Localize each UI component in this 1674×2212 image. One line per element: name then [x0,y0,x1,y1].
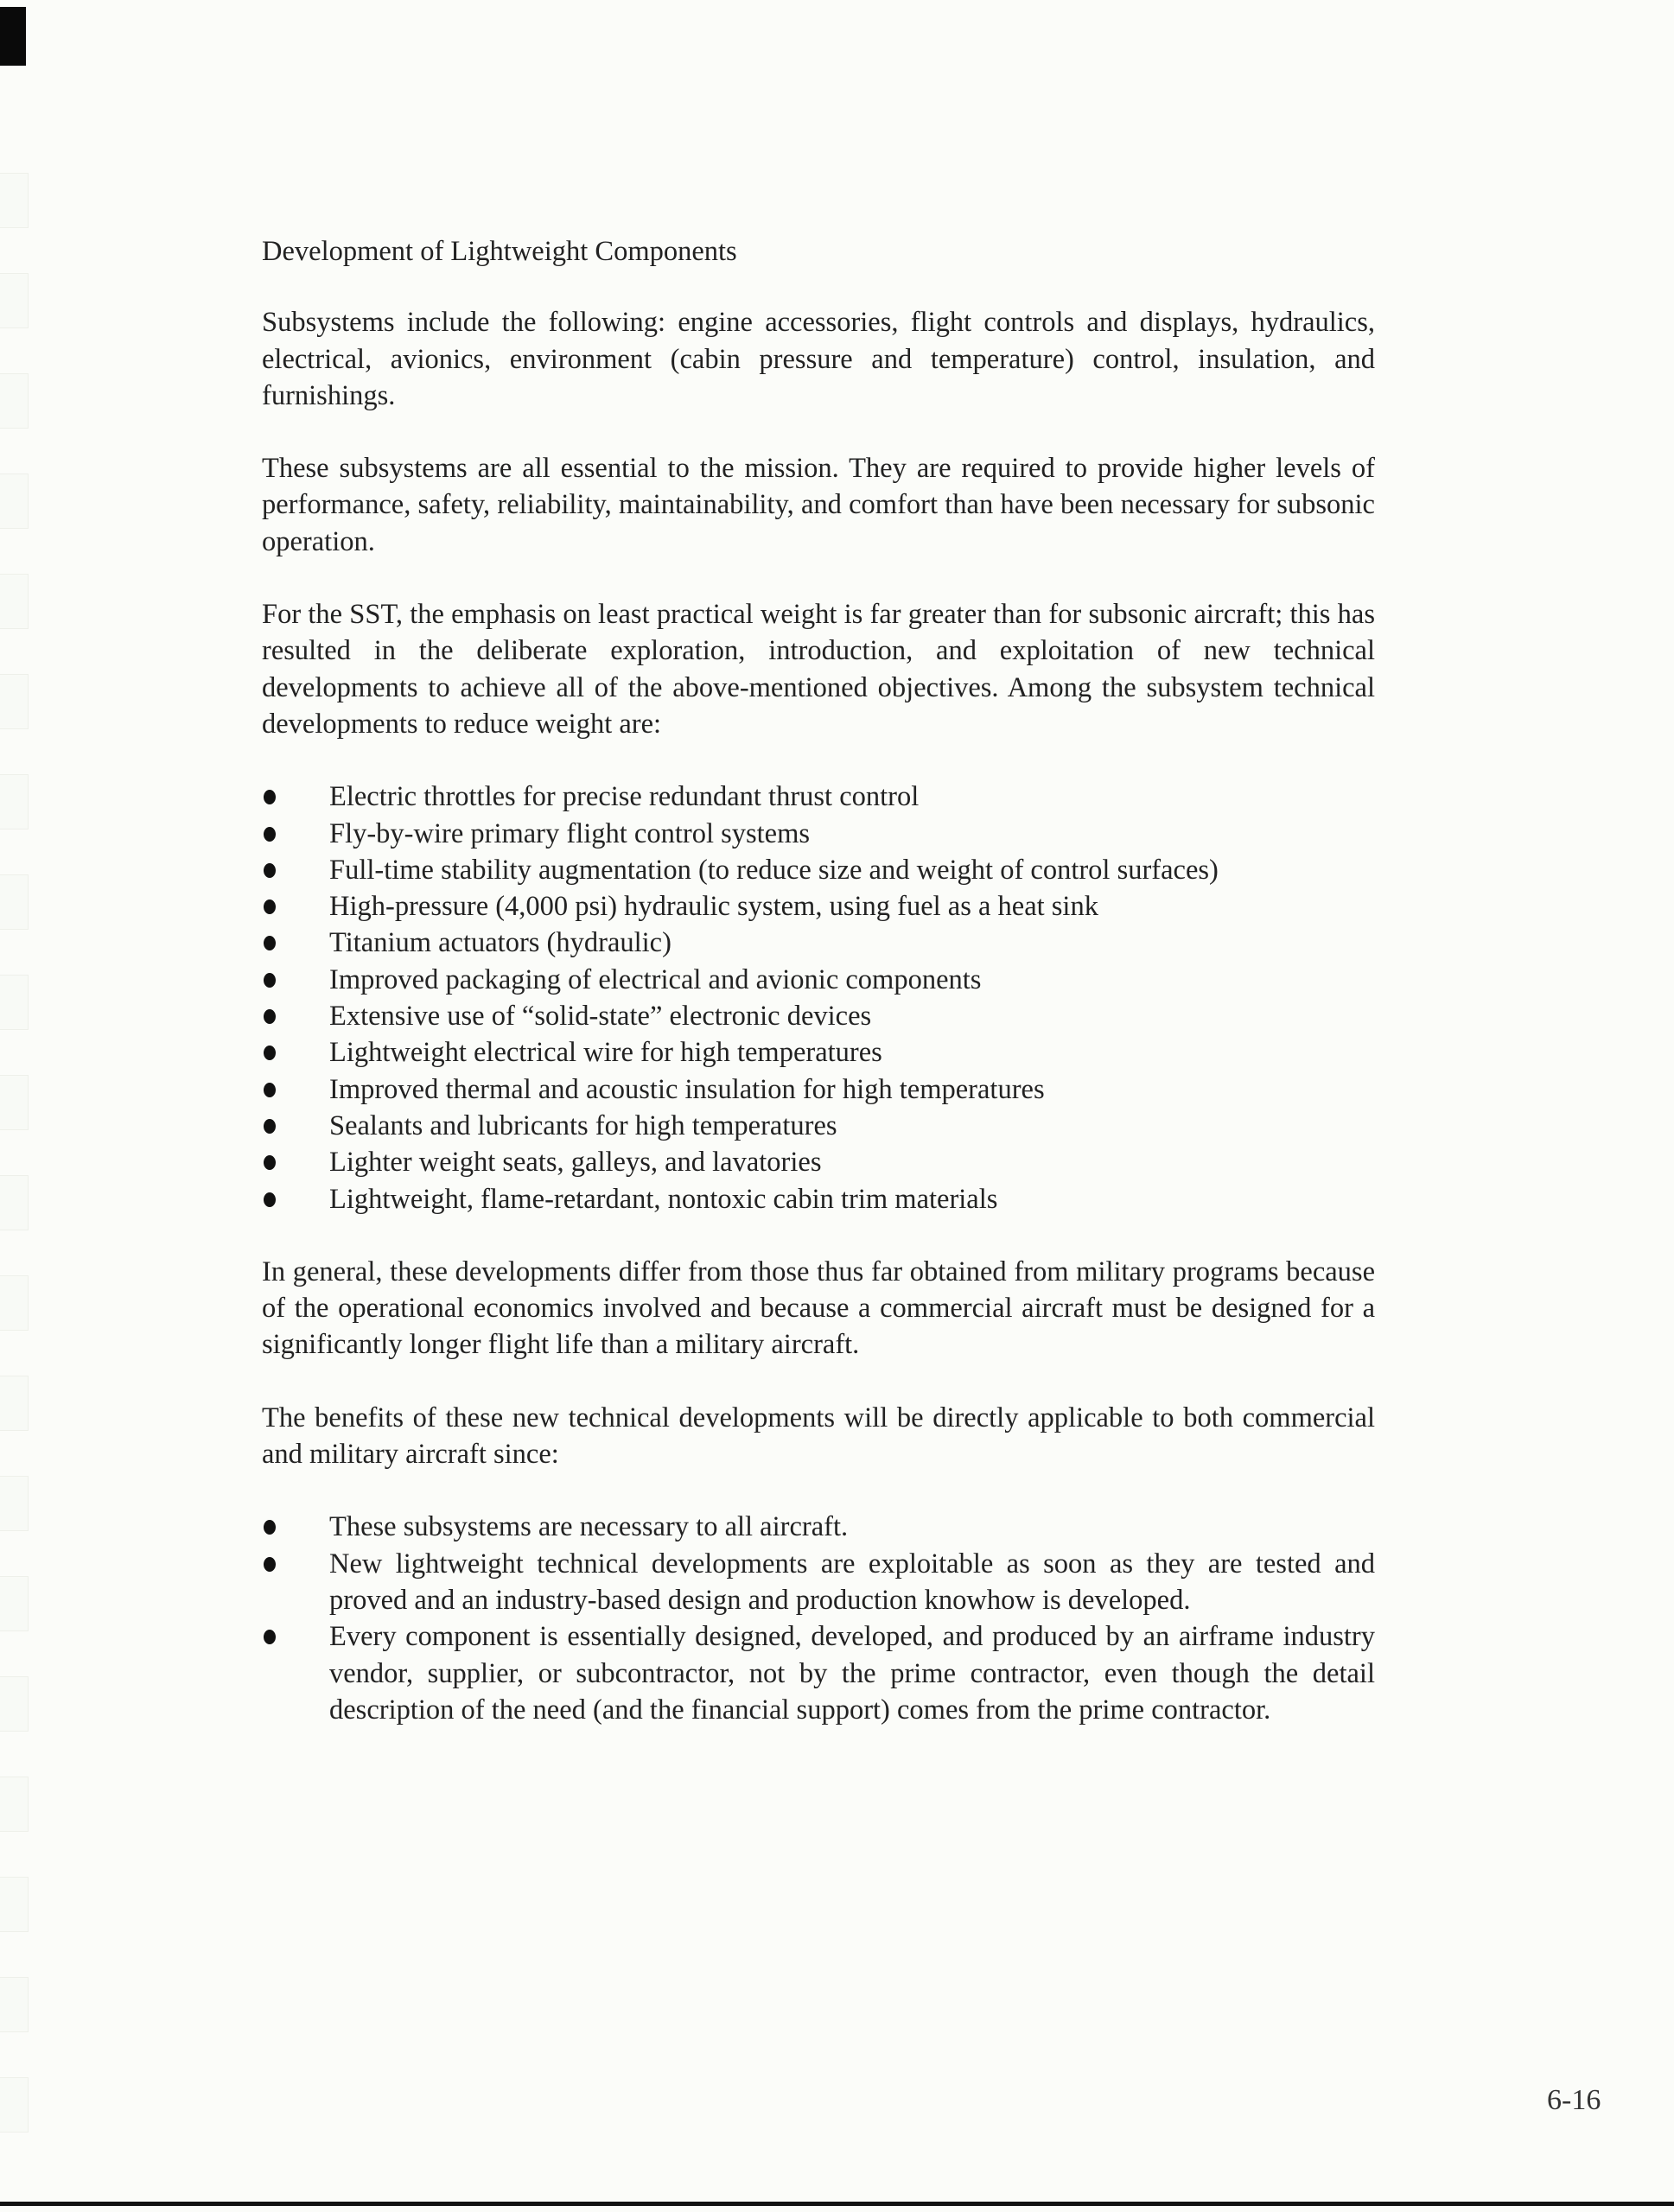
scan-edge-tab [0,1075,29,1130]
scan-edge-tab [0,674,29,729]
list-item [262,852,1375,888]
paragraph-benefits-intro: The benefits of these new technical developments will be directly applicable to both commercial and military aircraft since: [262,1402,1375,1471]
scan-edge-tab [0,1476,29,1531]
scan-edge-tab [0,1175,29,1230]
bullet-icon [264,863,276,878]
list-item [262,1034,1375,1071]
list-item [262,1509,1375,1545]
paragraph-mission-essential: These subsystems are all essential to the mission. They are required to provide higher levels of performance, safety, reliability, maintainability, and comfort than have been necessary for subsonic operation. [262,453,1375,557]
list-item-text: New lightweight technical developments are exploitable as soon as they are tested and proved and an industry-based design and production knowhow is developed. [329,1548,1375,1616]
list-item-text: Fly-by-wire primary flight control systems [329,817,811,849]
list-item-text: Lighter weight seats, galleys, and lavatories [329,1147,822,1179]
scan-edge-tab [0,975,29,1030]
bullet-icon [264,1119,276,1134]
list-item [262,1546,1375,1619]
scan-edge-tab [0,273,29,328]
list-item-text: Titanium actuators (hydraulic) [329,927,672,959]
list-item [262,998,1375,1034]
bullet-icon [264,973,276,988]
bullet-icon [264,899,276,914]
bullet-icon [264,790,276,804]
bullet-icon [264,1630,276,1644]
list-item-text: Improved packaging of electrical and avionic components [329,963,982,995]
list-item [262,925,1375,961]
bullet-icon [264,1083,276,1097]
scan-edge-tab [0,1275,29,1331]
paragraph-military-difference: In general, these developments differ from those thus far obtained from military programs because of the operational economics involved and because a commercial aircraft must be designed for a significantly longer flight life than a military aircraft. [262,1255,1375,1361]
scan-edge-tab [0,1376,29,1431]
scan-edge-tab [0,1576,29,1631]
list-item-text: These subsystems are necessary to all aircraft. [329,1511,849,1543]
scan-edge-tab [0,474,29,529]
list-item [262,779,1375,815]
scan-edge-tab [0,874,29,930]
list-item [262,1618,1375,1728]
list-item-text: Every component is essentially designed, developed, and produced by an airframe industry vendor, supplier, or subcontractor, not by the prime contractor, even though the detail description of the need (and the financial support) comes from the prime contractor. [329,1621,1375,1726]
page-number: 6-16 [1547,2084,1601,2116]
section-title: Development of Lightweight Components [262,236,737,267]
scan-edge-tab [0,1877,29,1932]
scan-edge-tab [0,1977,29,2032]
list-item-text: Lightweight electrical wire for high temperatures [329,1037,882,1069]
bullet-icon [264,1046,276,1060]
bottom-rule [0,2202,1674,2206]
list-item [262,962,1375,998]
scan-edge-tab [0,774,29,830]
bullet-icon [264,1557,276,1572]
scan-edge-tab [0,1676,29,1732]
benefit-reasons-list [262,1509,1375,1728]
paragraph-subsystems-list: Subsystems include the following: engine accessories, flight controls and displays, hydraulics, electrical, avionics, environment (cabin pressure and temperature) control, insulation, and furnishings. [262,307,1375,411]
list-item-text: Lightweight, flame-retardant, nontoxic cabin trim materials [329,1183,998,1215]
scan-edge-tab [0,574,29,629]
scan-edge-tab [0,173,29,228]
weight-reduction-list [262,779,1375,1217]
list-item-text: Sealants and lubricants for high temperatures [329,1109,837,1141]
list-item [262,1071,1375,1108]
bullet-icon [264,1520,276,1535]
bullet-icon [264,1155,276,1170]
bullet-icon [264,1192,276,1207]
list-item [262,1108,1375,1144]
scan-edge-tab [0,373,29,429]
scan-corner-mark [0,7,26,66]
list-item-text: Electric throttles for precise redundant thrust control [329,781,920,813]
list-item-text: Improved thermal and acoustic insulation for high temperatures [329,1073,1045,1105]
list-item [262,816,1375,852]
bullet-icon [264,827,276,842]
scan-edge-tab [0,1777,29,1832]
bullet-icon [264,1009,276,1024]
list-item [262,888,1375,925]
bullet-icon [264,936,276,950]
scan-edge-tab [0,2077,29,2133]
paragraph-sst-emphasis: For the SST, the emphasis on least practical weight is far greater than for subsonic aircraft; this has resulted in the deliberate exploration, introduction, and exploitation of new technical developments to achieve all of the above-mentioned objectives. Among the subsystem technical developments to reduce weight are: [262,599,1375,740]
list-item-text: High-pressure (4,000 psi) hydraulic system, using fuel as a heat sink [329,891,1098,923]
list-item-text: Full-time stability augmentation (to reduce size and weight of control surfaces) [329,854,1219,886]
page-content [262,233,1375,1764]
list-item [262,1144,1375,1180]
scan-edge-tabs [0,173,29,2195]
list-item [262,1181,1375,1217]
list-item-text: Extensive use of “solid-state” electronic devices [329,1001,872,1033]
